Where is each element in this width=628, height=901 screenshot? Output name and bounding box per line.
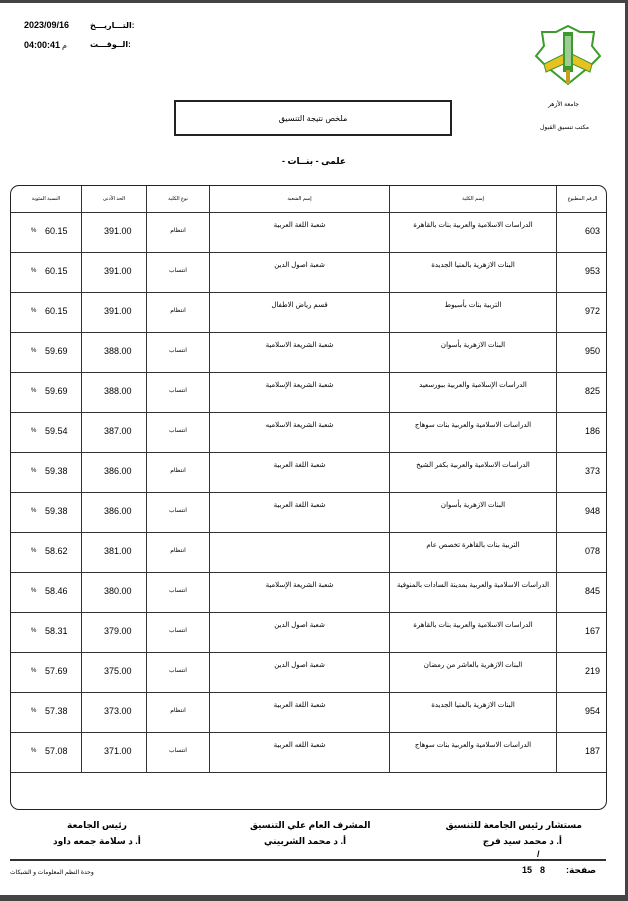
min-score: 391.00 <box>104 226 132 236</box>
min-cell <box>81 412 146 452</box>
table-row <box>11 212 607 253</box>
min-score: 388.00 <box>104 386 132 396</box>
college-code: 954 <box>584 706 600 716</box>
college-name: التربية بنات بأسيوط <box>444 302 502 309</box>
min-cell <box>81 532 146 572</box>
table-row <box>11 652 607 693</box>
branch-name: شعبة اصول الدين <box>274 262 325 269</box>
percent-symbol: % <box>31 508 37 514</box>
college-code: 078 <box>584 546 600 556</box>
college-cell <box>389 692 556 732</box>
college-code: 186 <box>584 426 600 436</box>
date-label: التـــاريـــخ: <box>90 21 135 30</box>
branch-cell <box>209 692 389 732</box>
college-type: انتساب <box>169 508 187 514</box>
window-bottom-border <box>0 895 628 901</box>
college-type: انتظام <box>170 708 186 714</box>
college-cell <box>389 292 556 332</box>
percentage: 60.15 <box>45 306 68 316</box>
percentage: 58.31 <box>45 626 68 636</box>
al-azhar-logo <box>534 22 602 92</box>
code-cell <box>556 452 607 492</box>
header-pct: النسبة المئوية <box>31 196 61 202</box>
percentage: 59.38 <box>45 466 68 476</box>
type-cell <box>146 652 209 692</box>
table-row <box>11 252 607 293</box>
branch-cell <box>209 332 389 372</box>
code-cell <box>556 572 607 612</box>
branch-name: شعبة اللغة العربية <box>273 222 326 229</box>
min-score: 391.00 <box>104 266 132 276</box>
page-label: صفحة: <box>566 865 597 875</box>
pct-cell <box>11 492 81 532</box>
percentage: 60.15 <box>45 226 68 236</box>
college-code: 167 <box>584 626 600 636</box>
time-label: الــوقـــت: <box>90 40 131 49</box>
branch-name: شعبة اللغة العربية <box>273 462 326 469</box>
college-code: 948 <box>584 506 600 516</box>
pct-cell <box>11 572 81 612</box>
min-score: 380.00 <box>104 586 132 596</box>
percentage: 57.69 <box>45 666 68 676</box>
min-score: 371.00 <box>104 746 132 756</box>
branch-cell <box>209 292 389 332</box>
min-cell <box>81 452 146 492</box>
table-row <box>11 372 607 413</box>
college-type: انتساب <box>169 628 187 634</box>
pct-cell <box>11 452 81 492</box>
code-cell <box>556 532 607 572</box>
college-cell <box>389 452 556 492</box>
code-cell <box>556 292 607 332</box>
college-code: 373 <box>584 466 600 476</box>
pct-cell <box>11 732 81 772</box>
page-number: 8 <box>540 865 546 875</box>
branch-cell <box>209 572 389 612</box>
min-cell <box>81 652 146 692</box>
min-score: 386.00 <box>104 466 132 476</box>
percent-symbol: % <box>31 548 37 554</box>
table-row <box>11 532 607 573</box>
college-cell <box>389 732 556 772</box>
signature-title-2: المشرف العام علي التنسيق <box>250 820 371 830</box>
code-cell <box>556 692 607 732</box>
percentage: 59.54 <box>45 426 68 436</box>
college-cell <box>389 532 556 572</box>
type-cell <box>146 572 209 612</box>
branch-name: شعبة اصول الدين <box>274 622 325 629</box>
branch-name: شعبة اللغة العربية <box>273 502 326 509</box>
college-name: الدراسات الاسلامية والعربية بنات سوهاج <box>414 422 532 429</box>
pct-cell <box>11 252 81 292</box>
college-type: انتظام <box>170 548 186 554</box>
college-type: انتساب <box>169 428 187 434</box>
type-cell <box>146 212 209 252</box>
college-type: انتساب <box>169 588 187 594</box>
branch-cell <box>209 412 389 452</box>
header-min: الحد الأدنى <box>81 186 146 212</box>
college-name: البنات الازهرية بالمنيا الجديدة <box>431 702 515 709</box>
percent-symbol: % <box>31 668 37 674</box>
min-score: 379.00 <box>104 626 132 636</box>
page-slash: / <box>537 849 540 859</box>
pct-cell <box>11 412 81 452</box>
college-name: الدراسات الاسلامية والعربية بمدينة السادات بالمنوفية <box>396 582 550 589</box>
unit-name: وحدة النظم المعلومات و الشبكات <box>10 870 94 876</box>
branch-name: شعبة الشريعة الإسلامية <box>265 382 334 389</box>
report-subtitle: - علمى - بنــات <box>281 156 347 166</box>
table-header-row <box>11 186 607 213</box>
college-cell <box>389 572 556 612</box>
signature-name-2: أ. د محمد الشربيني <box>264 836 347 846</box>
table-row <box>11 332 607 373</box>
college-code: 187 <box>584 746 600 756</box>
pct-cell <box>11 652 81 692</box>
college-name: البنات الازهرية بالمنيا الجديدة <box>431 262 515 269</box>
branch-name: شعبة الشريعة الاسلامية <box>265 342 334 349</box>
college-type: انتظام <box>170 228 186 234</box>
pct-cell <box>11 212 81 252</box>
college-name: الدراسات الاسلامية والعربية بنات سوهاج <box>414 742 532 749</box>
college-type: انتساب <box>169 268 187 274</box>
min-score: 391.00 <box>104 306 132 316</box>
results-table <box>10 185 607 810</box>
code-cell <box>556 332 607 372</box>
min-cell <box>81 492 146 532</box>
college-name: الدراسات الاسلامية والعربية بكفر الشيخ <box>416 462 530 469</box>
pct-cell <box>11 692 81 732</box>
college-code: 972 <box>584 306 600 316</box>
table-row <box>11 692 607 733</box>
college-code: 219 <box>584 666 600 676</box>
college-code: 603 <box>584 226 600 236</box>
min-score: 381.00 <box>104 546 132 556</box>
college-type: انتظام <box>170 468 186 474</box>
min-cell <box>81 612 146 652</box>
min-cell <box>81 692 146 732</box>
min-cell <box>81 572 146 612</box>
type-cell <box>146 692 209 732</box>
type-cell <box>146 292 209 332</box>
branch-cell <box>209 372 389 412</box>
percent-symbol: % <box>31 388 37 394</box>
header-type: نوع الكلية <box>146 186 209 212</box>
min-cell <box>81 732 146 772</box>
min-score: 386.00 <box>104 506 132 516</box>
percentage: 59.69 <box>45 386 68 396</box>
college-name: التربية بنات بالقاهرة تخصص عام <box>426 542 520 549</box>
pct-cell <box>11 532 81 572</box>
pct-cell <box>11 372 81 412</box>
percent-symbol: % <box>31 588 37 594</box>
type-cell <box>146 532 209 572</box>
college-code: 953 <box>584 266 600 276</box>
college-code: 950 <box>584 346 600 356</box>
college-type: انتساب <box>169 388 187 394</box>
college-cell <box>389 492 556 532</box>
min-cell <box>81 292 146 332</box>
college-name: الدراسات الإسلامية والعربية ببورسعيد <box>419 382 527 389</box>
type-cell <box>146 732 209 772</box>
percent-symbol: % <box>31 708 37 714</box>
time-suffix: م <box>62 41 67 50</box>
college-cell <box>389 332 556 372</box>
footer-divider <box>10 859 606 861</box>
report-title <box>174 100 452 136</box>
min-cell <box>81 252 146 292</box>
branch-name: قسم رياض الاطفال <box>271 302 328 309</box>
min-score: 388.00 <box>104 346 132 356</box>
type-cell <box>146 412 209 452</box>
university-name: جامعة الأزهر <box>548 102 579 108</box>
percentage: 57.08 <box>45 746 68 756</box>
min-score: 375.00 <box>104 666 132 676</box>
college-cell <box>389 412 556 452</box>
table-row <box>11 452 607 493</box>
code-cell <box>556 732 607 772</box>
header-branch: إسم الشعبة <box>209 186 389 212</box>
percentage: 60.15 <box>45 266 68 276</box>
code-cell <box>556 612 607 652</box>
college-name: البنات الازهرية بالعاشر من رمضان <box>423 662 523 669</box>
branch-name: شعبة الشريعة الاسلاميه <box>265 422 334 429</box>
code-cell <box>556 252 607 292</box>
code-cell <box>556 372 607 412</box>
percent-symbol: % <box>31 468 37 474</box>
code-cell <box>556 412 607 452</box>
min-score: 373.00 <box>104 706 132 716</box>
percent-symbol: % <box>31 348 37 354</box>
branch-cell <box>209 612 389 652</box>
pct-cell <box>11 292 81 332</box>
percent-symbol: % <box>31 628 37 634</box>
branch-name: شعبة اللغه العربية <box>273 742 326 749</box>
table-row <box>11 612 607 653</box>
table-row <box>11 292 607 333</box>
college-code: 825 <box>584 386 600 396</box>
branch-name: شعبة اللغة العربية <box>273 702 326 709</box>
percentage: 58.62 <box>45 546 68 556</box>
pct-cell <box>11 332 81 372</box>
signature-name-3: أ. د سلامة جمعه داود <box>53 836 141 846</box>
percentage: 59.69 <box>45 346 68 356</box>
min-cell <box>81 212 146 252</box>
table-row <box>11 412 607 453</box>
type-cell <box>146 332 209 372</box>
percent-symbol: % <box>31 428 37 434</box>
code-cell <box>556 212 607 252</box>
percent-symbol: % <box>31 268 37 274</box>
signature-title-1: مستشار رئيس الجامعة للتنسيق <box>445 820 582 830</box>
table-row <box>11 492 607 533</box>
signature-title-3: رئيس الجامعة <box>67 820 127 830</box>
branch-cell <box>209 492 389 532</box>
college-type: انتساب <box>169 348 187 354</box>
college-code: 845 <box>584 586 600 596</box>
page-total: 15 <box>522 865 533 875</box>
time-value: 04:00:41 <box>24 40 61 50</box>
code-cell <box>556 492 607 532</box>
college-type: انتظام <box>170 308 186 314</box>
percentage: 58.46 <box>45 586 68 596</box>
college-cell <box>389 612 556 652</box>
type-cell <box>146 252 209 292</box>
time-readout <box>24 40 67 50</box>
min-cell <box>81 372 146 412</box>
window-top-border <box>0 0 628 3</box>
percent-symbol: % <box>31 228 37 234</box>
college-name: البنات الازهرية بأسوان <box>440 502 506 509</box>
percent-symbol: % <box>31 308 37 314</box>
percentage: 59.38 <box>45 506 68 516</box>
date-value: 2023/09/16 <box>24 20 70 30</box>
percentage: 57.38 <box>45 706 68 716</box>
office-name: مكتب تنسيق القبول <box>540 125 590 131</box>
branch-name: شعبة اصول الدين <box>274 662 325 669</box>
college-name: الدراسات الاسلامية والعربية بنات بالقاهرة <box>413 622 533 629</box>
branch-cell <box>209 212 389 252</box>
college-cell <box>389 372 556 412</box>
code-cell <box>556 652 607 692</box>
pct-cell <box>11 612 81 652</box>
branch-cell <box>209 252 389 292</box>
branch-name: شعبة الشريعة الإسلامية <box>265 582 334 589</box>
table-row <box>11 732 607 773</box>
college-cell <box>389 652 556 692</box>
min-score: 387.00 <box>104 426 132 436</box>
college-cell <box>389 252 556 292</box>
header-college: إسم الكلية <box>389 186 556 212</box>
college-name: البنات الازهرية بأسوان <box>440 342 506 349</box>
min-cell <box>81 332 146 372</box>
table-row <box>11 572 607 613</box>
college-cell <box>389 212 556 252</box>
branch-cell <box>209 532 389 572</box>
branch-cell <box>209 652 389 692</box>
college-type: انتساب <box>169 748 187 754</box>
college-name: الدراسات الاسلامية والعربية بنات بالقاهرة <box>413 222 533 229</box>
percent-symbol: % <box>31 748 37 754</box>
branch-cell <box>209 452 389 492</box>
signature-name-1: أ. د محمد سيد فرج <box>482 836 562 846</box>
branch-cell <box>209 732 389 772</box>
type-cell <box>146 452 209 492</box>
type-cell <box>146 492 209 532</box>
report-title-text: ملخص نتيجة التنسيق <box>278 113 348 123</box>
type-cell <box>146 372 209 412</box>
type-cell <box>146 612 209 652</box>
college-type: انتساب <box>169 668 187 674</box>
header-code: الرقم المطبوع <box>556 186 607 212</box>
